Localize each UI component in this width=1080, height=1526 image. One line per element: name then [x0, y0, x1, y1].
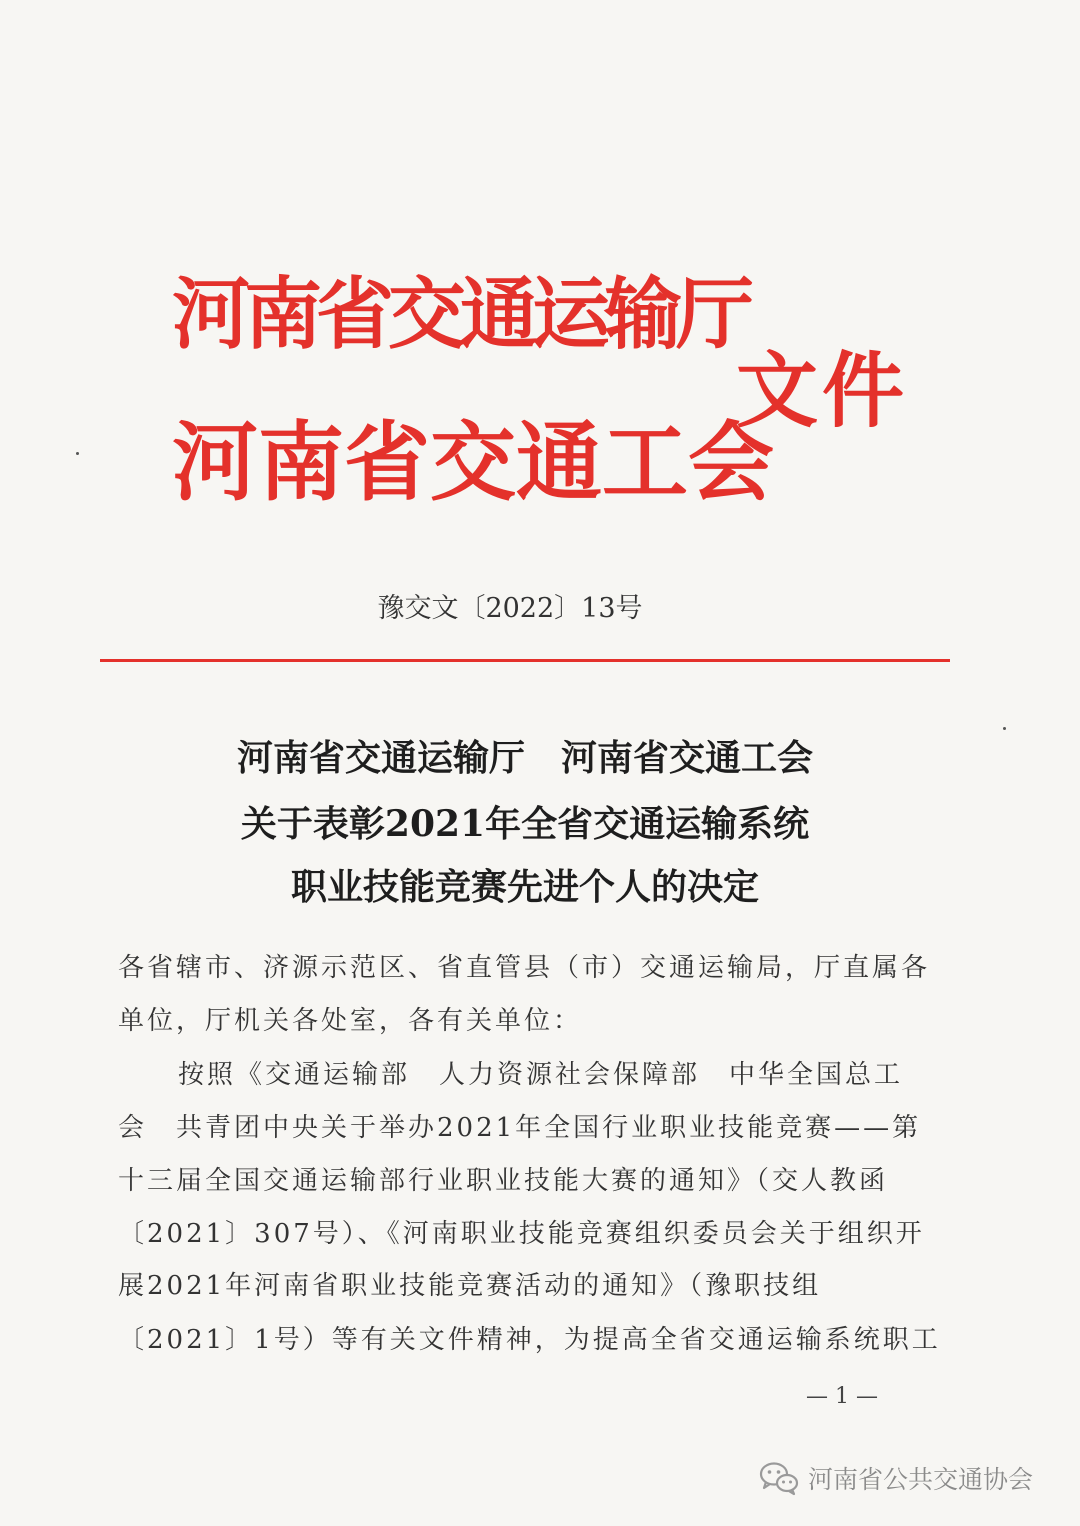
page-number: — 1 —: [806, 1384, 878, 1409]
body-line-paragraph-1: 按照《交通运输部 人力资源社会保障部 中华全国总工: [178, 1060, 904, 1090]
issuer-document-suffix: 文件: [736, 343, 909, 439]
body-line-paragraph-5: 展2021年河南省职业技能竞赛活动的通知》（豫职技组: [118, 1271, 822, 1301]
wechat-watermark: [758, 1456, 1033, 1500]
document-title-line-3: 职业技能竞赛先进个人的决定: [290, 866, 759, 908]
document-title-line-2: 关于表彰2021年全省交通运输系统: [240, 803, 810, 845]
red-separator-line: [100, 659, 950, 662]
document-number: 豫交文〔2022〕13号: [377, 593, 643, 624]
scan-speck: [76, 452, 79, 455]
body-line-paragraph-2: 会 共青团中央关于举办2021年全国行业职业技能竞赛——第: [118, 1113, 922, 1143]
body-line-paragraph-4: 〔2021〕307号）、《河南职业技能竞赛组织委员会关于组织开: [118, 1219, 925, 1249]
body-line-paragraph-6: 〔2021〕1号）等有关文件精神，为提高全省交通运输系统职工: [118, 1325, 941, 1355]
body-line-paragraph-3: 十三届全国交通运输部行业职业技能大赛的通知》（交人教函: [118, 1166, 889, 1196]
document-title-line-1: 河南省交通运输厅 河南省交通工会: [236, 737, 813, 779]
issuer-transport-department: 河南省交通运输厅: [172, 269, 749, 360]
issuer-transport-union: 河南省交通工会: [172, 412, 774, 513]
body-line-addressee-1: 各省辖市、济源示范区、省直管县（市）交通运输局，厅直属各: [118, 953, 931, 983]
body-line-addressee-2: 单位，厅机关各处室，各有关单位：: [118, 1006, 583, 1036]
scan-speck: [1003, 727, 1006, 730]
wechat-icon: [758, 1460, 800, 1496]
watermark-text: 河南省公共交通协会: [808, 1465, 1034, 1494]
